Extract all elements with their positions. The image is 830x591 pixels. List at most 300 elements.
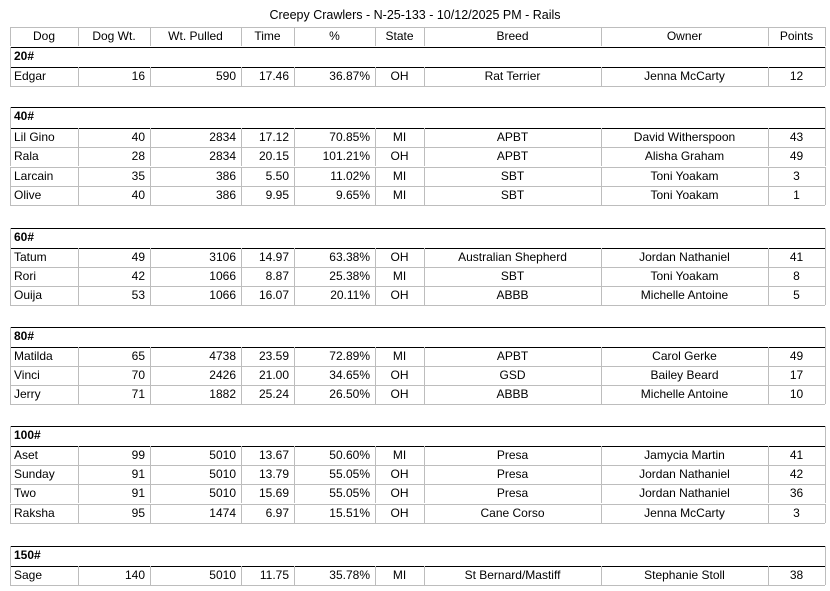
column-divider [150, 385, 151, 404]
column-divider [424, 267, 425, 286]
column-divider [78, 504, 79, 523]
table-row [10, 484, 825, 503]
weight-class-label: 150# [14, 548, 41, 562]
cell-points: 1 [793, 188, 800, 202]
column-divider [375, 186, 376, 205]
column-divider [601, 446, 602, 465]
column-divider [294, 186, 295, 205]
column-divider [241, 286, 242, 305]
row-divider [10, 228, 825, 229]
row-divider [10, 267, 825, 268]
column-divider [768, 366, 769, 385]
column-divider [601, 504, 602, 523]
column-divider [825, 426, 826, 446]
table-row [10, 147, 825, 166]
column-divider [424, 484, 425, 503]
column-divider [241, 167, 242, 186]
column-divider [10, 47, 11, 67]
column-divider [601, 167, 602, 186]
column-divider [768, 465, 769, 484]
column-divider [294, 465, 295, 484]
row-divider [10, 366, 825, 367]
column-divider [78, 385, 79, 404]
column-divider [825, 484, 826, 503]
column-divider [10, 327, 11, 347]
column-divider [825, 286, 826, 305]
column-divider [10, 566, 11, 585]
header-time: Time [254, 29, 281, 43]
column-divider [825, 327, 826, 347]
column-divider [241, 566, 242, 585]
column-divider [78, 267, 79, 286]
header-row [10, 27, 825, 46]
column-divider [825, 167, 826, 186]
column-divider [768, 286, 769, 305]
row-divider [10, 107, 825, 108]
cell-weight-pulled: 2834 [209, 149, 236, 163]
table-row [10, 186, 825, 205]
cell-breed: GSD [499, 368, 526, 382]
cell-state: OH [390, 368, 409, 382]
row-divider [10, 147, 825, 148]
cell-weight-pulled: 386 [215, 169, 236, 183]
column-divider [150, 128, 151, 147]
cell-owner: David Witherspoon [633, 130, 736, 144]
column-divider [294, 566, 295, 585]
column-divider [241, 147, 242, 166]
cell-percent: 34.65% [329, 368, 370, 382]
cell-dog-weight: 91 [131, 486, 145, 500]
column-divider [825, 267, 826, 286]
cell-dog-weight: 40 [131, 130, 145, 144]
column-divider [601, 248, 602, 267]
cell-points: 3 [793, 169, 800, 183]
column-divider [78, 147, 79, 166]
column-divider [78, 347, 79, 366]
column-divider [10, 67, 11, 86]
column-divider [768, 167, 769, 186]
column-divider [150, 484, 151, 503]
cell-breed: ABBB [496, 288, 529, 302]
row-divider [10, 426, 825, 427]
weight-class-row [10, 327, 825, 346]
column-divider [601, 347, 602, 366]
column-divider [768, 267, 769, 286]
cell-weight-pulled: 3106 [209, 250, 236, 264]
cell-points: 49 [789, 349, 804, 363]
column-divider [78, 128, 79, 147]
cell-dog: Sunday [14, 467, 55, 481]
column-divider [294, 366, 295, 385]
cell-weight-pulled: 1474 [209, 506, 236, 520]
column-divider [241, 385, 242, 404]
column-divider [10, 228, 11, 248]
column-divider [10, 27, 11, 46]
cell-points: 42 [789, 467, 804, 481]
cell-dog-weight: 65 [131, 349, 145, 363]
row-divider [10, 504, 825, 505]
cell-owner: Bailey Beard [650, 368, 719, 382]
column-divider [424, 147, 425, 166]
cell-points: 49 [789, 149, 804, 163]
column-divider [150, 446, 151, 465]
cell-owner: Alisha Graham [644, 149, 725, 163]
cell-state: MI [392, 188, 407, 202]
cell-state: OH [390, 506, 409, 520]
cell-owner: Jordan Nathaniel [639, 250, 730, 264]
column-divider [375, 366, 376, 385]
weight-class-label: 100# [14, 428, 41, 442]
cell-breed: Australian Shepherd [458, 250, 567, 264]
column-divider [825, 566, 826, 585]
table-row [10, 167, 825, 186]
column-divider [825, 546, 826, 566]
column-divider [10, 167, 11, 186]
cell-breed: SBT [500, 169, 525, 183]
cell-dog: Raksha [14, 506, 55, 520]
column-divider [424, 446, 425, 465]
cell-time: 13.79 [258, 467, 289, 481]
column-divider [424, 366, 425, 385]
cell-time: 17.12 [258, 130, 289, 144]
column-divider [150, 267, 151, 286]
cell-dog: Vinci [14, 368, 40, 382]
cell-breed: Presa [496, 467, 529, 481]
row-divider [10, 47, 825, 48]
column-divider [768, 484, 769, 503]
column-divider [375, 128, 376, 147]
cell-percent: 11.02% [330, 169, 370, 183]
column-divider [825, 147, 826, 166]
cell-time: 20.15 [258, 149, 289, 163]
column-divider [294, 27, 295, 46]
table-row [10, 67, 825, 86]
column-divider [10, 385, 11, 404]
column-divider [78, 446, 79, 465]
cell-dog: Ouija [14, 288, 43, 302]
column-divider [241, 465, 242, 484]
column-divider [825, 248, 826, 267]
cell-weight-pulled: 5010 [209, 448, 236, 462]
column-divider [241, 67, 242, 86]
cell-owner: Stephanie Stoll [644, 568, 725, 582]
column-divider [294, 446, 295, 465]
column-divider [150, 566, 151, 585]
column-divider [601, 286, 602, 305]
cell-owner: Jamycia Martin [644, 448, 725, 462]
column-divider [601, 385, 602, 404]
row-divider [10, 27, 825, 28]
cell-dog-weight: 99 [131, 448, 145, 462]
column-divider [375, 267, 376, 286]
column-divider [10, 546, 11, 566]
column-divider [10, 107, 11, 128]
column-divider [825, 385, 826, 404]
cell-percent: 63.38% [329, 250, 370, 264]
column-divider [150, 186, 151, 205]
column-divider [375, 67, 376, 86]
column-divider [10, 484, 11, 503]
column-divider [768, 186, 769, 205]
column-divider [241, 128, 242, 147]
column-divider [241, 504, 242, 523]
cell-owner: Toni Yoakam [650, 188, 719, 202]
row-divider [10, 186, 825, 187]
cell-weight-pulled: 5010 [209, 486, 236, 500]
column-divider [825, 47, 826, 67]
table-row [10, 465, 825, 484]
cell-time: 14.97 [258, 250, 289, 264]
column-divider [150, 248, 151, 267]
table-row [10, 385, 825, 404]
cell-percent: 70.85% [329, 130, 370, 144]
header-percent: % [329, 29, 340, 43]
column-divider [601, 128, 602, 147]
row-divider [10, 585, 825, 586]
cell-state: OH [390, 250, 409, 264]
column-divider [375, 484, 376, 503]
cell-dog: Olive [14, 188, 42, 202]
cell-time: 5.50 [265, 169, 289, 183]
cell-weight-pulled: 1066 [209, 269, 236, 283]
row-divider [10, 446, 825, 447]
weight-class-label: 60# [14, 230, 35, 244]
cell-weight-pulled: 5010 [209, 467, 236, 481]
column-divider [241, 366, 242, 385]
cell-points: 3 [793, 506, 800, 520]
column-divider [601, 267, 602, 286]
row-divider [10, 327, 825, 328]
header-dog-weight: Dog Wt. [92, 29, 136, 43]
column-divider [10, 128, 11, 147]
cell-dog-weight: 16 [131, 69, 145, 83]
column-divider [10, 366, 11, 385]
column-divider [294, 347, 295, 366]
column-divider [768, 27, 769, 46]
cell-dog-weight: 40 [131, 188, 145, 202]
column-divider [375, 446, 376, 465]
cell-state: OH [390, 387, 409, 401]
column-divider [10, 426, 11, 446]
column-divider [150, 347, 151, 366]
column-divider [825, 128, 826, 147]
column-divider [825, 366, 826, 385]
column-divider [375, 385, 376, 404]
cell-breed: SBT [500, 188, 525, 202]
table-row [10, 566, 825, 585]
header-breed: Breed [496, 29, 529, 43]
column-divider [150, 366, 151, 385]
weight-class-label: 20# [14, 49, 35, 63]
column-divider [150, 286, 151, 305]
column-divider [150, 147, 151, 166]
row-divider [10, 404, 825, 405]
cell-dog: Jerry [14, 387, 41, 401]
cell-dog-weight: 42 [131, 269, 145, 283]
cell-breed: ABBB [496, 387, 529, 401]
cell-dog-weight: 35 [131, 169, 145, 183]
cell-breed: Cane Corso [480, 506, 545, 520]
cell-dog-weight: 140 [124, 568, 145, 582]
cell-percent: 15.51% [329, 506, 370, 520]
column-divider [150, 504, 151, 523]
cell-percent: 9.65% [335, 188, 370, 202]
cell-breed: APBT [496, 130, 529, 144]
cell-percent: 35.78% [329, 568, 370, 582]
cell-percent: 20.11% [330, 288, 370, 302]
weight-class-row [10, 546, 825, 565]
table-row [10, 366, 825, 385]
cell-time: 21.00 [258, 368, 289, 382]
weight-class-row [10, 426, 825, 445]
column-divider [78, 286, 79, 305]
cell-owner: Jenna McCarty [644, 506, 725, 520]
column-divider [825, 27, 826, 46]
cell-dog-weight: 28 [131, 149, 145, 163]
cell-points: 5 [793, 288, 800, 302]
cell-weight-pulled: 1066 [209, 288, 236, 302]
cell-owner: Jordan Nathaniel [639, 467, 730, 481]
column-divider [10, 504, 11, 523]
cell-percent: 55.05% [329, 467, 370, 481]
row-divider [10, 305, 825, 306]
header-points: Points [779, 29, 814, 43]
column-divider [424, 167, 425, 186]
column-divider [825, 347, 826, 366]
cell-owner: Carol Gerke [652, 349, 717, 363]
cell-state: MI [392, 269, 407, 283]
cell-state: OH [390, 288, 409, 302]
cell-dog-weight: 70 [131, 368, 145, 382]
row-divider [10, 347, 825, 348]
column-divider [10, 465, 11, 484]
column-divider [294, 67, 295, 86]
column-divider [78, 27, 79, 46]
table-row [10, 286, 825, 305]
column-divider [825, 504, 826, 523]
column-divider [424, 27, 425, 46]
cell-dog: Rori [14, 269, 37, 283]
row-divider [10, 484, 825, 485]
cell-percent: 101.21% [322, 149, 370, 163]
column-divider [294, 128, 295, 147]
cell-points: 43 [789, 130, 804, 144]
column-divider [424, 186, 425, 205]
column-divider [150, 465, 151, 484]
column-divider [78, 566, 79, 585]
row-divider [10, 385, 825, 386]
table-row [10, 267, 825, 286]
cell-dog: Lil Gino [14, 130, 55, 144]
column-divider [601, 484, 602, 503]
column-divider [601, 67, 602, 86]
column-divider [294, 385, 295, 404]
cell-points: 41 [789, 250, 804, 264]
cell-points: 8 [793, 269, 800, 283]
cell-state: OH [390, 69, 409, 83]
column-divider [601, 465, 602, 484]
cell-state: MI [392, 568, 407, 582]
cell-breed: Presa [496, 448, 529, 462]
column-divider [424, 128, 425, 147]
column-divider [768, 67, 769, 86]
cell-dog: Sage [14, 568, 43, 582]
cell-points: 38 [789, 568, 804, 582]
cell-state: MI [392, 349, 407, 363]
report-title: Creepy Crawlers - N-25-133 - 10/12/2025 PM - Rails [269, 8, 561, 22]
column-divider [150, 167, 151, 186]
row-divider [10, 286, 825, 287]
column-divider [375, 167, 376, 186]
column-divider [768, 566, 769, 585]
cell-time: 25.24 [258, 387, 289, 401]
table-row [10, 347, 825, 366]
column-divider [424, 465, 425, 484]
column-divider [768, 385, 769, 404]
cell-dog: Aset [14, 448, 39, 462]
cell-dog: Larcain [14, 169, 54, 183]
column-divider [10, 446, 11, 465]
column-divider [601, 566, 602, 585]
cell-time: 6.97 [265, 506, 289, 520]
weight-class-row [10, 107, 825, 126]
cell-dog: Edgar [14, 69, 47, 83]
column-divider [825, 186, 826, 205]
cell-dog: Matilda [14, 349, 53, 363]
cell-owner: Toni Yoakam [650, 269, 719, 283]
row-divider [10, 546, 825, 547]
cell-time: 16.07 [258, 288, 289, 302]
column-divider [768, 248, 769, 267]
column-divider [294, 267, 295, 286]
weight-class-label: 40# [14, 109, 35, 123]
cell-state: OH [390, 486, 409, 500]
cell-dog: Rala [14, 149, 39, 163]
row-divider [10, 67, 825, 68]
cell-breed: St Bernard/Mastiff [464, 568, 561, 582]
cell-points: 36 [789, 486, 804, 500]
cell-weight-pulled: 590 [215, 69, 236, 83]
column-divider [825, 107, 826, 128]
cell-dog-weight: 71 [131, 387, 145, 401]
column-divider [825, 67, 826, 86]
column-divider [825, 228, 826, 248]
column-divider [78, 465, 79, 484]
column-divider [294, 504, 295, 523]
cell-time: 11.75 [259, 568, 289, 582]
row-divider [10, 523, 825, 524]
column-divider [375, 504, 376, 523]
column-divider [78, 167, 79, 186]
cell-points: 17 [789, 368, 804, 382]
column-divider [424, 286, 425, 305]
table-row [10, 446, 825, 465]
column-divider [424, 347, 425, 366]
cell-percent: 50.60% [329, 448, 370, 462]
column-divider [375, 566, 376, 585]
column-divider [424, 566, 425, 585]
table-row [10, 504, 825, 523]
column-divider [768, 446, 769, 465]
header-owner: Owner [666, 29, 703, 43]
cell-percent: 25.38% [329, 269, 370, 283]
column-divider [375, 248, 376, 267]
column-divider [424, 504, 425, 523]
column-divider [294, 286, 295, 305]
column-divider [601, 186, 602, 205]
cell-weight-pulled: 2426 [209, 368, 236, 382]
cell-points: 10 [789, 387, 804, 401]
